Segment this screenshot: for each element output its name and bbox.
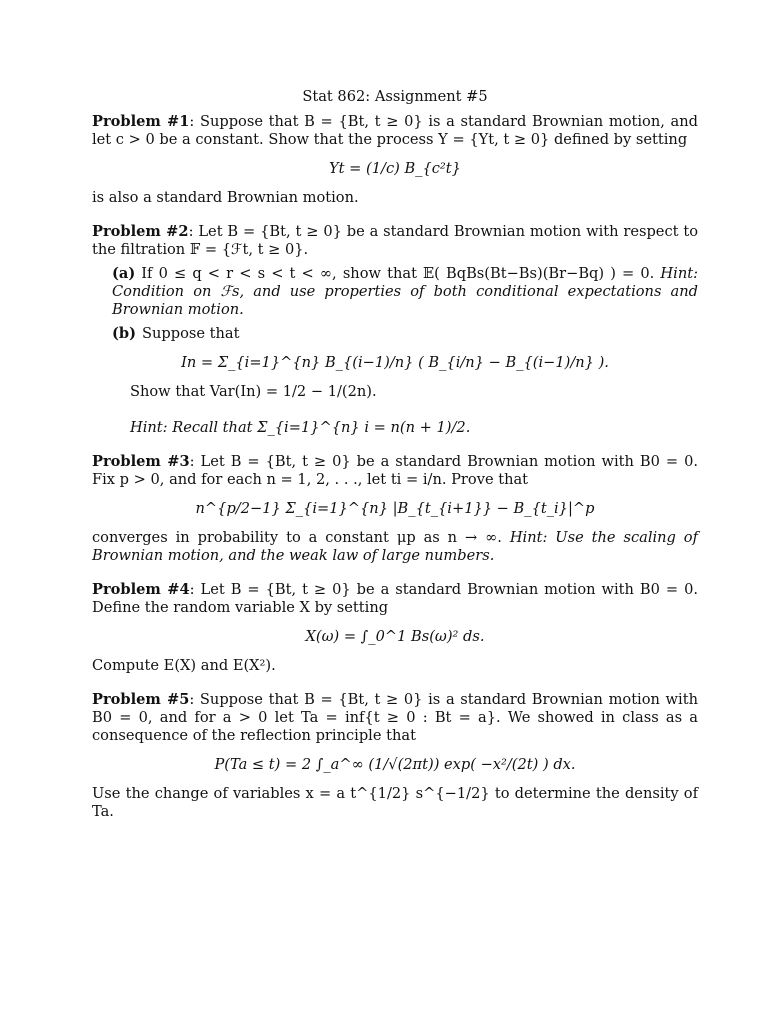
problem-3-equation: n^{p/2−1} Σ_{i=1}^{n} |B_{t_{i+1}} − B_{t_i}|^p xyxy=(195,500,595,517)
problem-2 xyxy=(92,223,698,259)
problem-1-after: is also a standard Brownian motion. xyxy=(92,189,359,206)
problem-3-text: : Let B = {Bt, t ≥ 0} be a standard Brownian motion with B0 = 0. Fix p > 0, and for each n = 1, 2, . . ., let ti = i/n. Prove that xyxy=(92,453,698,488)
problem-3-hint: Hint: Use the scaling of Brownian motion, and the weak law of large numbers. xyxy=(92,529,698,564)
problem-2b xyxy=(112,325,698,343)
problem-2a-hint: Hint: Condition on ℱs, and use properties of both conditional expectations and Brownian motion. xyxy=(112,265,698,318)
problem-4-equation: X(ω) = ∫_0^1 Bs(ω)² ds. xyxy=(305,628,485,645)
document-page xyxy=(92,88,698,821)
problem-3-after xyxy=(92,529,698,565)
problem-2b-label: (b) xyxy=(112,325,137,342)
problem-2-text: : Let B = {Bt, t ≥ 0} be a standard Brownian motion with respect to the filtration 𝔽 = {ℱt, t ≥ 0}. xyxy=(92,223,698,258)
problem-4-heading: Problem #4 xyxy=(92,581,190,598)
problem-2b-text: Suppose that xyxy=(142,325,240,342)
problem-3-heading: Problem #3 xyxy=(92,453,190,470)
problem-1-equation: Yt = (1/c) B_{c²t} xyxy=(329,160,461,177)
problem-3 xyxy=(92,453,698,489)
problem-5-after: Use the change of variables x = a t^{1/2} s^{−1/2} to determine the density of Ta. xyxy=(92,785,698,820)
problem-2b-hint: Hint: Recall that Σ_{i=1}^{n} i = n(n + 1)/2. xyxy=(130,419,471,436)
problem-1-heading: Problem #1 xyxy=(92,113,190,130)
problem-2a-text: If 0 ≤ q < r < s < t < ∞, show that 𝔼( BqBs(Bt−Bs)(Br−Bq) ) = 0. xyxy=(141,265,655,282)
problem-5-text: : Suppose that B = {Bt, t ≥ 0} is a standard Brownian motion with B0 = 0, and for a > 0 let Ta = inf{t ≥ 0 : Bt = a}. We showed in class as a consequence of the reflection principle that xyxy=(92,691,698,744)
problem-3-after-text: converges in probability to a constant μp as n → ∞. xyxy=(92,529,502,546)
problem-5 xyxy=(92,691,698,745)
problem-2-heading: Problem #2 xyxy=(92,223,189,240)
problem-5-heading: Problem #5 xyxy=(92,691,190,708)
problem-4 xyxy=(92,581,698,617)
problem-2a-label: (a) xyxy=(112,265,136,282)
problem-4-after: Compute E(X) and E(X²). xyxy=(92,657,276,674)
problem-2b-show: Show that Var(In) = 1/2 − 1/(2n). xyxy=(130,383,377,400)
problem-1 xyxy=(92,113,698,149)
page-title: Stat 862: Assignment #5 xyxy=(302,88,488,105)
problem-5-equation: P(Ta ≤ t) = 2 ∫_a^∞ (1/√(2πt)) exp( −x²/(2t) ) dx. xyxy=(214,756,576,773)
problem-4-text: : Let B = {Bt, t ≥ 0} be a standard Brownian motion with B0 = 0. Define the random variable X by setting xyxy=(92,581,698,616)
problem-2b-equation: In = Σ_{i=1}^{n} B_{(i−1)/n} ( B_{i/n} − B_{(i−1)/n} ). xyxy=(181,354,609,371)
problem-2a xyxy=(112,265,698,319)
problem-1-text: : Suppose that B = {Bt, t ≥ 0} is a standard Brownian motion, and let c > 0 be a constant. Show that the process Y = {Yt, t ≥ 0} defined by setting xyxy=(92,113,698,148)
